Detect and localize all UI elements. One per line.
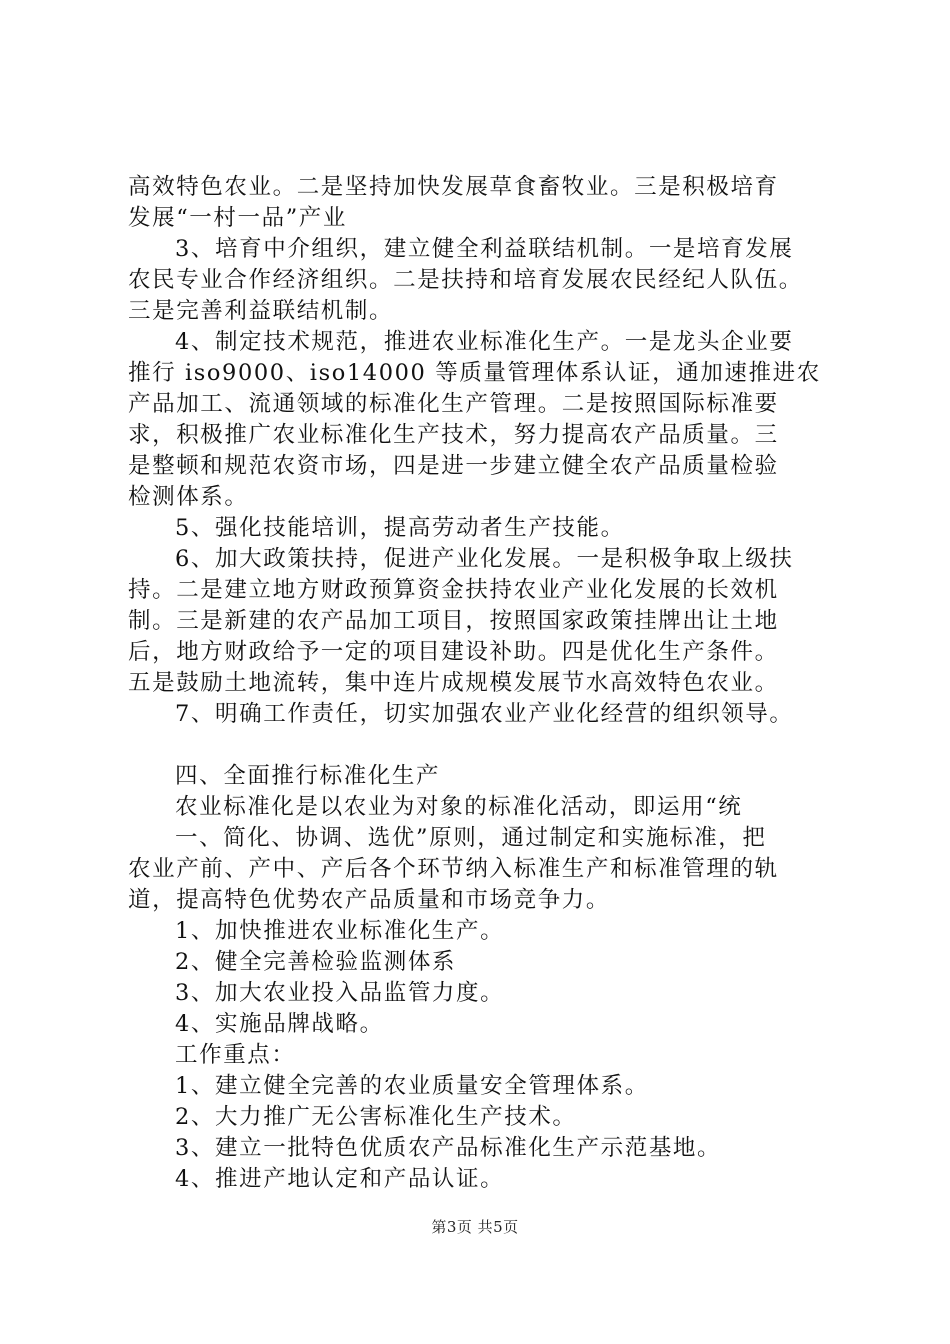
- text-line: 3、培育中介组织，建立健全利益联结机制。一是培育发展: [175, 236, 794, 262]
- text-line: 4、制定技术规范，推进农业标准化生产。一是龙头企业要: [175, 329, 794, 355]
- text-line: 农业标准化是以农业为对象的标准化活动，即运用“统: [175, 794, 743, 820]
- list-item: 3、建立一批特色优质农产品标准化生产示范基地。: [175, 1135, 722, 1161]
- text-line: 发展“一村一品”产业: [128, 205, 348, 231]
- list-item: 2、健全完善检验监测体系: [175, 949, 457, 975]
- text-line: 道，提高特色优势农产品质量和市场竞争力。: [128, 887, 611, 913]
- list-item: 1、加快推进农业标准化生产。: [175, 918, 505, 944]
- text-line: 五是鼓励土地流转，集中连片成规模发展节水高效特色农业。: [128, 670, 779, 696]
- list-item: 4、推进产地认定和产品认证。: [175, 1166, 505, 1192]
- text-line: 是整顿和规范农资市场，四是进一步建立健全农产品质量检验: [128, 453, 779, 479]
- text-line: 推行 iso9000、iso14000 等质量管理体系认证，通加速推进农: [128, 360, 821, 386]
- text-line: 7、明确工作责任，切实加强农业产业化经营的组织领导。: [175, 701, 794, 727]
- page-footer: 第3页 共5页: [431, 1218, 519, 1236]
- list-item: 4、实施品牌战略。: [175, 1011, 384, 1037]
- body-text: [128, 172, 828, 1195]
- list-item: 2、大力推广无公害标准化生产技术。: [175, 1104, 577, 1130]
- text-line: 后，地方财政给予一定的项目建设补助。四是优化生产条件。: [128, 639, 779, 665]
- list-item: 1、建立健全完善的农业质量安全管理体系。: [175, 1073, 649, 1099]
- text-line: 高效特色农业。二是坚持加快发展草食畜牧业。三是积极培育: [128, 174, 779, 200]
- text-line: 5、强化技能培训，提高劳动者生产技能。: [175, 515, 625, 541]
- blank-line: [128, 730, 828, 761]
- text-line: 一、简化、协调、选优”原则，通过制定和实施标准，把: [175, 825, 767, 851]
- text-line: 农民专业合作经济组织。二是扶持和培育发展农民经纪人队伍。: [128, 267, 803, 293]
- section-heading: 四、全面推行标准化生产: [175, 763, 441, 789]
- list-item: 3、加大农业投入品监管力度。: [175, 980, 505, 1006]
- text-line: 农业产前、产中、产后各个环节纳入标准生产和标准管理的轨: [128, 856, 779, 882]
- subheading: 工作重点：: [175, 1042, 296, 1068]
- text-line: 制。三是新建的农产品加工项目，按照国家政策挂牌出让土地: [128, 608, 779, 634]
- text-line: 持。二是建立地方财政预算资金扶持农业产业化发展的长效机: [128, 577, 779, 603]
- text-line: 6、加大政策扶持，促进产业化发展。一是积极争取上级扶: [175, 546, 794, 572]
- text-line: 三是完善利益联结机制。: [128, 298, 394, 324]
- text-line: 检测体系。: [128, 484, 249, 510]
- text-line: 产品加工、流通领域的标准化生产管理。二是按照国际标准要: [128, 391, 779, 417]
- text-line: 求，积极推广农业标准化生产技术，努力提高农产品质量。三: [128, 422, 779, 448]
